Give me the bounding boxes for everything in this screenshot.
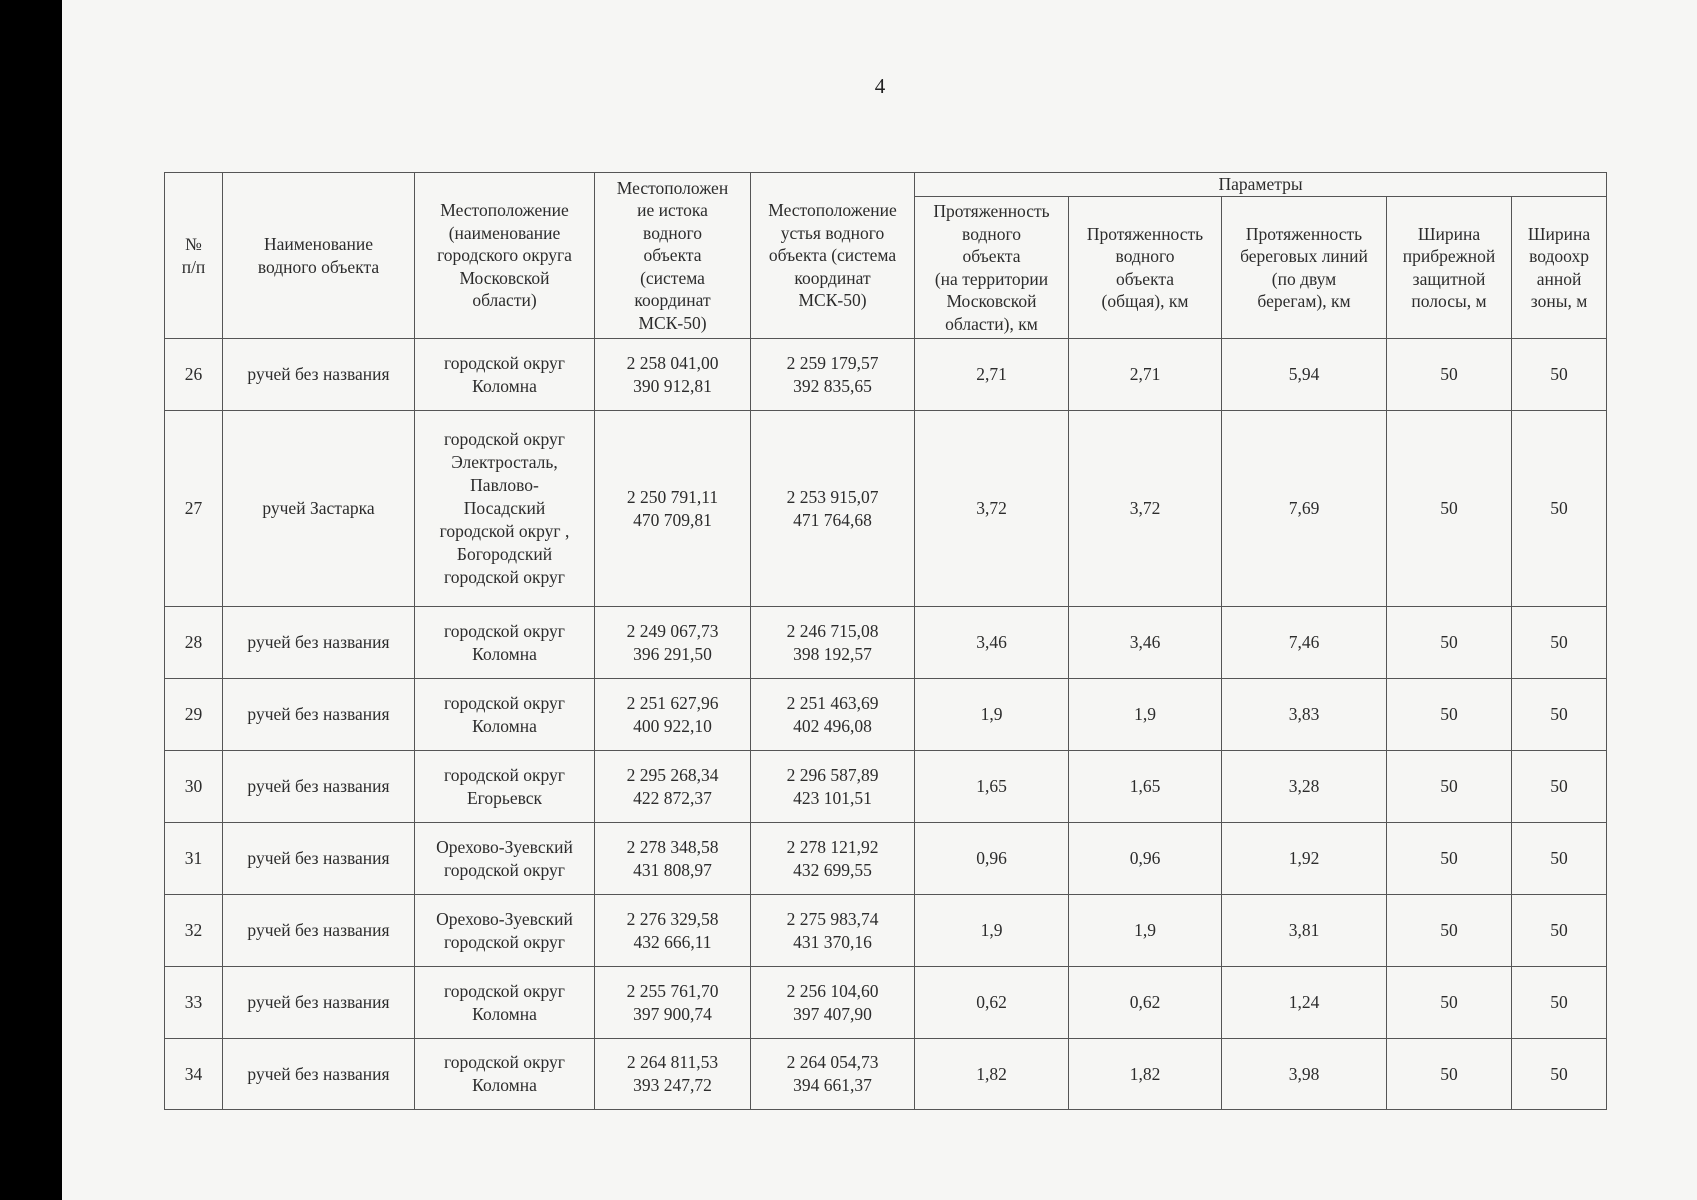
cell-name: ручей без названия xyxy=(223,607,415,679)
cell-length-total: 0,62 xyxy=(1069,967,1222,1039)
table-row xyxy=(165,679,1607,751)
cell-mouth: 2 275 983,74 431 370,16 xyxy=(751,895,915,967)
cell-length-total: 1,65 xyxy=(1069,751,1222,823)
cell-mouth: 2 253 915,07 471 764,68 xyxy=(751,411,915,607)
cell-mouth: 2 259 179,57 392 835,65 xyxy=(751,339,915,411)
cell-coastal-strip: 50 xyxy=(1387,411,1512,607)
cell-length-total: 1,82 xyxy=(1069,1039,1222,1110)
cell-name: ручей без названия xyxy=(223,895,415,967)
cell-length-region: 0,62 xyxy=(915,967,1069,1039)
cell-name: ручей Застарка xyxy=(223,411,415,607)
cell-coastal-strip: 50 xyxy=(1387,339,1512,411)
header-length-total: Протяженность водного объекта (общая), км xyxy=(1069,197,1222,339)
cell-length-region: 2,71 xyxy=(915,339,1069,411)
cell-water-zone: 50 xyxy=(1512,895,1607,967)
cell-source: 2 278 348,58 431 808,97 xyxy=(595,823,751,895)
table-row xyxy=(165,823,1607,895)
cell-length-region: 1,65 xyxy=(915,751,1069,823)
cell-location: Орехово-Зуевский городской округ xyxy=(415,895,595,967)
cell-num: 34 xyxy=(165,1039,223,1110)
cell-length-total: 3,72 xyxy=(1069,411,1222,607)
header-coastal-strip: Ширина прибрежной защитной полосы, м xyxy=(1387,197,1512,339)
header-mouth: Местоположение устья водного объекта (система координат МСК-50) xyxy=(751,173,915,339)
header-name: Наименование водного объекта xyxy=(223,173,415,339)
cell-shoreline: 7,46 xyxy=(1222,607,1387,679)
header-location: Местоположение (наименование городского округа Московской области) xyxy=(415,173,595,339)
table-row xyxy=(165,751,1607,823)
page-number: 4 xyxy=(874,74,886,98)
table-row xyxy=(165,1039,1607,1110)
cell-num: 30 xyxy=(165,751,223,823)
cell-name: ручей без названия xyxy=(223,1039,415,1110)
cell-source: 2 264 811,53 393 247,72 xyxy=(595,1039,751,1110)
cell-name: ручей без названия xyxy=(223,679,415,751)
cell-name: ручей без названия xyxy=(223,823,415,895)
cell-coastal-strip: 50 xyxy=(1387,607,1512,679)
header-parameters: Параметры xyxy=(915,173,1607,197)
cell-num: 26 xyxy=(165,339,223,411)
cell-shoreline: 3,83 xyxy=(1222,679,1387,751)
cell-location: городской округ Егорьевск xyxy=(415,751,595,823)
cell-water-zone: 50 xyxy=(1512,411,1607,607)
cell-length-total: 1,9 xyxy=(1069,679,1222,751)
cell-source: 2 258 041,00 390 912,81 xyxy=(595,339,751,411)
cell-coastal-strip: 50 xyxy=(1387,751,1512,823)
cell-mouth: 2 264 054,73 394 661,37 xyxy=(751,1039,915,1110)
cell-water-zone: 50 xyxy=(1512,823,1607,895)
cell-location: городской округ Коломна xyxy=(415,1039,595,1110)
header-shoreline: Протяженность береговых линий (по двум берегам), км xyxy=(1222,197,1387,339)
cell-mouth: 2 246 715,08 398 192,57 xyxy=(751,607,915,679)
cell-length-region: 1,9 xyxy=(915,895,1069,967)
cell-name: ручей без названия xyxy=(223,967,415,1039)
cell-name: ручей без названия xyxy=(223,339,415,411)
cell-num: 28 xyxy=(165,607,223,679)
cell-location: Орехово-Зуевский городской округ xyxy=(415,823,595,895)
cell-water-zone: 50 xyxy=(1512,967,1607,1039)
cell-mouth: 2 278 121,92 432 699,55 xyxy=(751,823,915,895)
cell-num: 33 xyxy=(165,967,223,1039)
cell-source: 2 276 329,58 432 666,11 xyxy=(595,895,751,967)
table-row xyxy=(165,339,1607,411)
table-row xyxy=(165,607,1607,679)
header-num: № п/п xyxy=(165,173,223,339)
cell-source: 2 255 761,70 397 900,74 xyxy=(595,967,751,1039)
cell-shoreline: 1,92 xyxy=(1222,823,1387,895)
cell-location: городской округ Коломна xyxy=(415,679,595,751)
cell-location: городской округ Коломна xyxy=(415,339,595,411)
cell-mouth: 2 256 104,60 397 407,90 xyxy=(751,967,915,1039)
cell-source: 2 250 791,11 470 709,81 xyxy=(595,411,751,607)
table-body xyxy=(165,339,1607,1110)
cell-location: городской округ Коломна xyxy=(415,967,595,1039)
cell-water-zone: 50 xyxy=(1512,751,1607,823)
cell-length-total: 2,71 xyxy=(1069,339,1222,411)
cell-length-total: 1,9 xyxy=(1069,895,1222,967)
scan-edge-bar xyxy=(0,0,62,1200)
cell-mouth: 2 296 587,89 423 101,51 xyxy=(751,751,915,823)
table-row xyxy=(165,411,1607,607)
cell-coastal-strip: 50 xyxy=(1387,679,1512,751)
cell-water-zone: 50 xyxy=(1512,607,1607,679)
cell-coastal-strip: 50 xyxy=(1387,1039,1512,1110)
table-header xyxy=(165,173,1607,339)
cell-num: 27 xyxy=(165,411,223,607)
cell-shoreline: 3,81 xyxy=(1222,895,1387,967)
cell-shoreline: 5,94 xyxy=(1222,339,1387,411)
cell-water-zone: 50 xyxy=(1512,1039,1607,1110)
cell-water-zone: 50 xyxy=(1512,339,1607,411)
cell-shoreline: 3,98 xyxy=(1222,1039,1387,1110)
header-water-zone: Ширина водоохр анной зоны, м xyxy=(1512,197,1607,339)
cell-source: 2 251 627,96 400 922,10 xyxy=(595,679,751,751)
cell-source: 2 295 268,34 422 872,37 xyxy=(595,751,751,823)
water-objects-table xyxy=(164,172,1607,1110)
cell-coastal-strip: 50 xyxy=(1387,967,1512,1039)
cell-length-region: 3,72 xyxy=(915,411,1069,607)
cell-shoreline: 3,28 xyxy=(1222,751,1387,823)
cell-location: городской округ Электросталь, Павлово- Посадский городской округ , Богородский городской округ xyxy=(415,411,595,607)
cell-mouth: 2 251 463,69 402 496,08 xyxy=(751,679,915,751)
cell-name: ручей без названия xyxy=(223,751,415,823)
cell-length-region: 1,82 xyxy=(915,1039,1069,1110)
cell-num: 31 xyxy=(165,823,223,895)
cell-length-region: 1,9 xyxy=(915,679,1069,751)
cell-length-region: 0,96 xyxy=(915,823,1069,895)
cell-length-total: 3,46 xyxy=(1069,607,1222,679)
cell-num: 32 xyxy=(165,895,223,967)
cell-coastal-strip: 50 xyxy=(1387,823,1512,895)
cell-location: городской округ Коломна xyxy=(415,607,595,679)
table-row xyxy=(165,967,1607,1039)
header-length-region: Протяженность водного объекта (на территории Московской области), км xyxy=(915,197,1069,339)
cell-length-region: 3,46 xyxy=(915,607,1069,679)
table-row xyxy=(165,895,1607,967)
header-source: Местоположен ие истока водного объекта (система координат МСК-50) xyxy=(595,173,751,339)
cell-water-zone: 50 xyxy=(1512,679,1607,751)
cell-shoreline: 1,24 xyxy=(1222,967,1387,1039)
cell-shoreline: 7,69 xyxy=(1222,411,1387,607)
cell-coastal-strip: 50 xyxy=(1387,895,1512,967)
cell-length-total: 0,96 xyxy=(1069,823,1222,895)
cell-num: 29 xyxy=(165,679,223,751)
cell-source: 2 249 067,73 396 291,50 xyxy=(595,607,751,679)
